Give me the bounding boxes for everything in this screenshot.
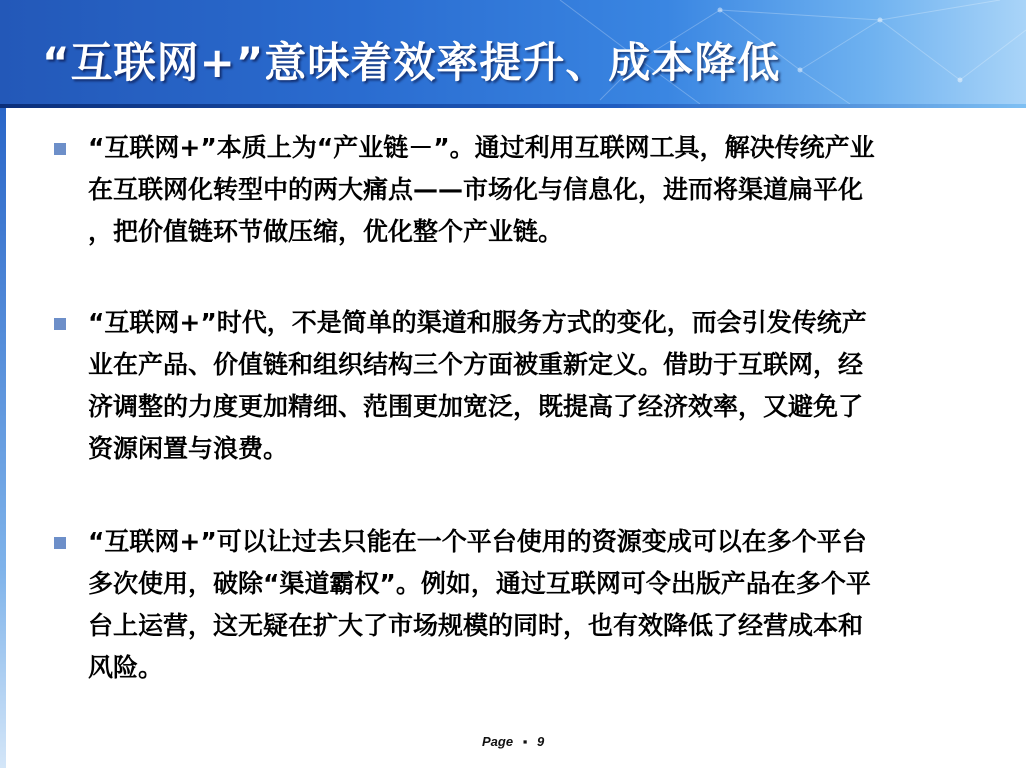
paragraph-line: 资源闲置与浪费。 bbox=[88, 434, 289, 463]
slide-header bbox=[0, 0, 1026, 108]
bullet-square-icon bbox=[54, 318, 66, 330]
paragraph-line: 济调整的力度更加精细、范围更加宽泛，既提高了经济效率，又避免了 bbox=[88, 392, 864, 421]
paragraph-line: “互联网+”本质上为“产业链－”。通过利用互联网工具，解决传统产业 bbox=[88, 133, 875, 162]
bullet-square-icon bbox=[54, 143, 66, 155]
left-accent-bar bbox=[0, 108, 6, 768]
header-divider bbox=[0, 104, 1026, 108]
paragraph-line: 在互联网化转型中的两大痛点——市场化与信息化，进而将渠道扁平化 bbox=[88, 175, 864, 204]
paragraph-line: 多次使用，破除“渠道霸权”。例如，通过互联网可令出版产品在多个平 bbox=[88, 569, 871, 598]
bullet-square-icon bbox=[54, 537, 66, 549]
paragraph-line: 风险。 bbox=[88, 653, 164, 682]
paragraph-line: 台上运营，这无疑在扩大了市场规模的同时，也有效降低了经营成本和 bbox=[88, 611, 864, 640]
page-footer bbox=[482, 734, 544, 749]
paragraph-2 bbox=[88, 302, 988, 470]
paragraph-line: “互联网+”时代，不是简单的渠道和服务方式的变化，而会引发传统产 bbox=[88, 308, 867, 337]
paragraph-line: 业在产品、价值链和组织结构三个方面被重新定义。借助于互联网，经 bbox=[88, 350, 864, 379]
paragraph-line: “互联网+”可以让过去只能在一个平台使用的资源变成可以在多个平台 bbox=[88, 527, 867, 556]
footer-separator: ▪ bbox=[522, 734, 528, 749]
paragraph-line: ，把价值链环节做压缩，优化整个产业链。 bbox=[88, 217, 564, 246]
page-number: 9 bbox=[536, 734, 545, 749]
page-label: Page bbox=[482, 734, 514, 749]
paragraph-3 bbox=[88, 521, 988, 689]
page-title: “互联网+”意味着效率提升、成本降低 bbox=[42, 38, 781, 87]
paragraph-1 bbox=[88, 127, 988, 253]
